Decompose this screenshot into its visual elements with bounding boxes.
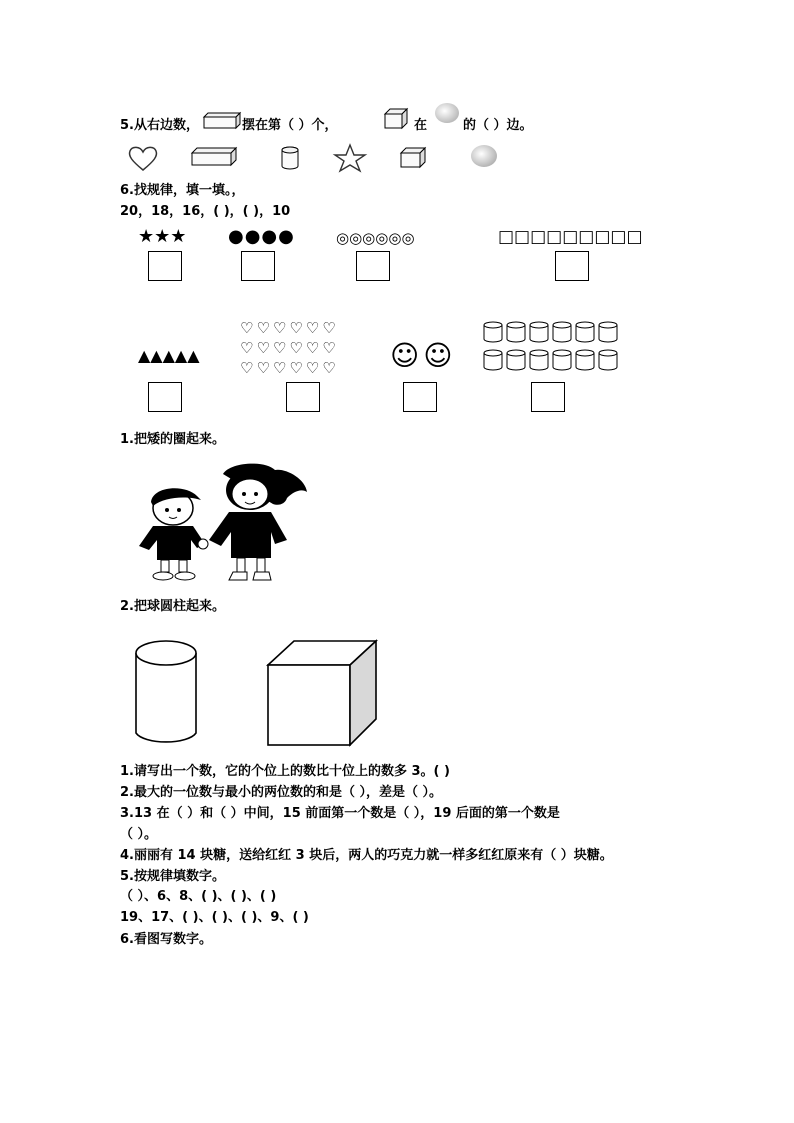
question-6: 6.看图写数字。 — [120, 932, 212, 947]
cylinder-icon — [281, 146, 299, 174]
answer-box[interactable] — [403, 382, 437, 412]
q2b-title: 2.把球圆柱起来。 — [120, 599, 225, 614]
stars-group: ★★★ — [138, 226, 187, 247]
hearts-row: ♡♡♡♡♡♡ — [240, 339, 339, 357]
ball-icon — [470, 144, 498, 172]
q5-mid1: 摆在第（ ）个， — [242, 118, 338, 133]
answer-box[interactable] — [148, 251, 182, 281]
question-3: 3.13 在（ ）和（ ）中间，15 前面第一个数是（ ），19 后面的第一个数是 — [120, 806, 560, 821]
cuboid-icon — [192, 148, 236, 170]
question-2: 2.最大的一位数与最小的两位数的和是（ ），差是（ ）。 — [120, 785, 443, 800]
dots-group: ●●●● — [228, 226, 295, 247]
ball-icon — [434, 102, 460, 128]
rings-group: ◎◎◎◎◎◎ — [336, 229, 415, 247]
star-outline-icon — [333, 144, 367, 176]
cube-icon — [401, 148, 427, 172]
q5-mid2: 在 — [414, 118, 428, 133]
triangles-group: ▲▲▲▲▲ — [138, 346, 200, 365]
hearts-row: ♡♡♡♡♡♡ — [240, 359, 339, 377]
answer-box[interactable] — [356, 251, 390, 281]
answer-box[interactable] — [555, 251, 589, 281]
q5-mid3: 的（ ）边。 — [463, 118, 533, 133]
squares-group: □□□□□□□□□ — [498, 227, 643, 247]
cuboid-icon — [204, 113, 240, 133]
answer-box[interactable] — [148, 382, 182, 412]
answer-box[interactable] — [286, 382, 320, 412]
sequence-1: （ ）、6、8、( )、( )、( ) — [120, 889, 277, 904]
answer-box[interactable] — [241, 251, 275, 281]
cylinders-group — [483, 321, 623, 379]
cylinder-figure — [134, 639, 200, 753]
hearts-row: ♡♡♡♡♡♡ — [240, 319, 339, 337]
q6-sequence: 20，18，16，( )，( )，10 — [120, 204, 291, 219]
q5-prefix: 5.从右边数， — [120, 118, 199, 133]
cube-icon — [385, 109, 409, 133]
smiley-group: ☺☺ — [390, 339, 457, 372]
question-1: 1.请写出一个数，它的个位上的数比十位上的数多 3。( ) — [120, 764, 450, 779]
question-4: 4.丽丽有 14 块糖，送给红红 3 块后，两人的巧克力就一样多红红原来有（ ）块糖。 — [120, 848, 613, 863]
children-illustration — [135, 460, 315, 588]
hearts-group — [240, 318, 339, 378]
question-3-cont: （ ）。 — [120, 827, 158, 842]
answer-box[interactable] — [531, 382, 565, 412]
q1b-title: 1.把矮的圈起来。 — [120, 432, 225, 447]
q6-title: 6.找规律，填一填。， — [120, 183, 245, 198]
question-5: 5.按规律填数字。 — [120, 869, 225, 884]
sequence-2: 19、17、( )、( )、( )、9、( ) — [120, 910, 309, 925]
cube-figure — [266, 639, 378, 751]
heart-icon — [128, 146, 158, 176]
